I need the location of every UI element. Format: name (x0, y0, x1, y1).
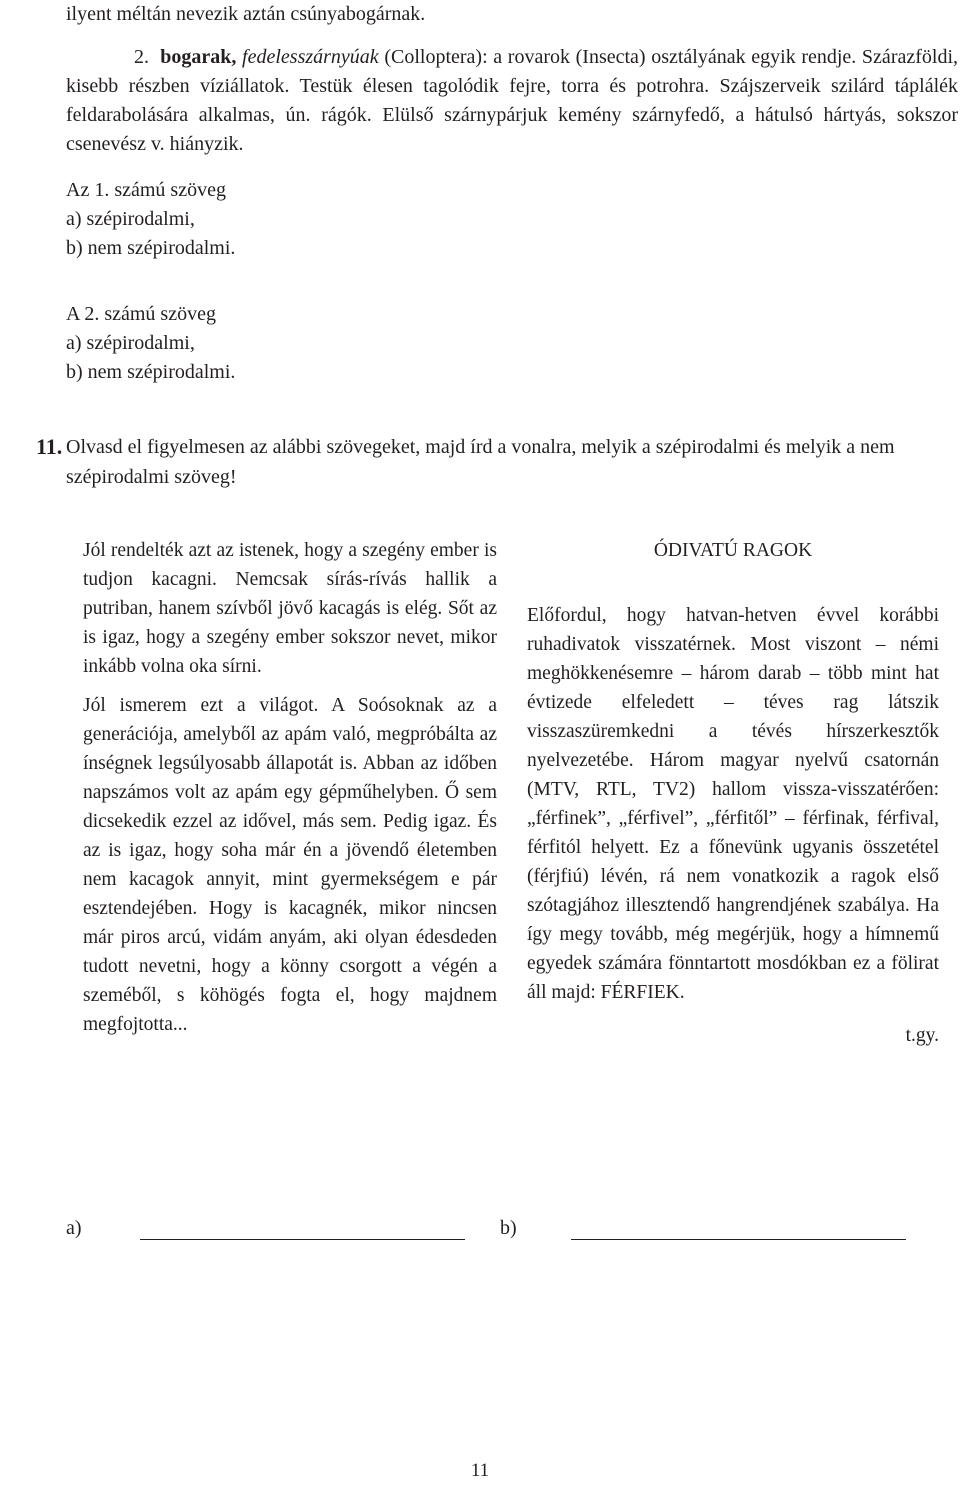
answer-a-line[interactable] (140, 1239, 465, 1240)
definition-text: (Colloptera): a rovarok (Insecta) osztályának egyik rendje. Szárazföldi, kisebb részben víziállatok. Testük élesen tagolódik fejre, torra és potrohra. Szájszerveik szilárd táplálék feldarabolására alkalmas, ún. rágók. Elülső szárnypárjuk kemény szárnyfedő, a hátulsó hártyás, sokszor csenevész v. hiányzik. (66, 46, 959, 155)
question-1-option-a[interactable]: a) szépirodalmi, (66, 208, 195, 230)
text-1-literary (83, 536, 497, 1049)
exercise-number: 11. (36, 434, 63, 459)
answer-b-label: b) (500, 1217, 517, 1239)
exercise-instruction: Olvasd el figyelmesen az alábbi szövegeket, majd írd a vonalra, melyik a szépirodalmi és melyik a nem szépirodalmi szöveg! (66, 436, 895, 488)
text-2-body: Előfordul, hogy hatvan-hetven évvel korábbi ruhadivatok visszatérnek. Most viszont – némi meghökkenésemre – három darab – több mint hat évtizede elfeledett – téves rag látszik visszaszüremkedni a tévés hírszerkesztők nyelvezetébe. Három magyar nyelvű csatornán (MTV, RTL, TV2) hallom vissza-visszatérően: „férfinek”, „férfivel”, „férfitől” – férfinak, férfival, férfitól helyett. Ez a főnevünk ugyanis összetétel (férjfiú) lévén, rá nem vonatkozik a ragok első szótagjához illesztendő hangrendjének szabálya. Ha így megy tovább, még megérjük, hogy a hímnemű egyedek számára fönntartott mosdókban ez a fölirat áll majd: FÉRFIEK. (527, 605, 939, 1003)
answer-a-label: a) (66, 1217, 82, 1239)
page-number: 11 (470, 1460, 490, 1481)
text-1-paragraph-2: Jól ismerem ezt a világot. A Soósoknak az a generációja, amelyből az apám való, megpróbálta az ínségnek legsúlyosabb állapotát is. Abban az időben napszámos volt az apám egy gépműhelyben. Ő sem dicsekedik ezzel az idővel, más sem. Pedig igaz. És az is igaz, hogy soha már én a jövendő életemben nem kacagok annyit, mint gyermekségem e pár esztendejében. Hogy is kacagnék, mikor nincsen már piros arcú, vidám anyám, aki olyan édesdeden tudott nevetni, hogy a könny csorgott a végén a szeméből, s köhögés fogta el, hogy majdnem megfojtotta... (83, 695, 497, 1035)
question-2 (66, 300, 235, 387)
question-1 (66, 176, 235, 263)
top-line: ilyent méltán nevezik aztán csúnyabogárnak. (66, 3, 426, 25)
definition-entry (66, 43, 958, 159)
definition-term: bogarak, (160, 46, 237, 68)
text-2-signature: t.gy. (905, 1025, 939, 1046)
text-1-paragraph-1: Jól rendelték azt az istenek, hogy a szegény ember is tudjon kacagni. Nemcsak sírás-rívás hallik a putriban, hanem szívből jövő kacagás is elég. Sőt az is igaz, hogy a szegény ember sokszor nevet, mikor inkább volna oka sírni. (83, 540, 497, 677)
definition-latin-term: fedelesszárnyúak (242, 46, 379, 68)
text-2-article (527, 536, 939, 1047)
question-2-stem: A 2. számú szöveg (66, 303, 216, 325)
question-2-option-b[interactable]: b) nem szépirodalmi. (66, 361, 236, 383)
question-2-option-a[interactable]: a) szépirodalmi, (66, 332, 195, 354)
question-1-option-b[interactable]: b) nem szépirodalmi. (66, 237, 236, 259)
text-2-title: ÓDIVATÚ RAGOK (653, 540, 813, 561)
definition-number: 2. (134, 46, 149, 68)
answer-b-line[interactable] (571, 1239, 906, 1240)
question-1-stem: Az 1. számú szöveg (66, 179, 226, 201)
